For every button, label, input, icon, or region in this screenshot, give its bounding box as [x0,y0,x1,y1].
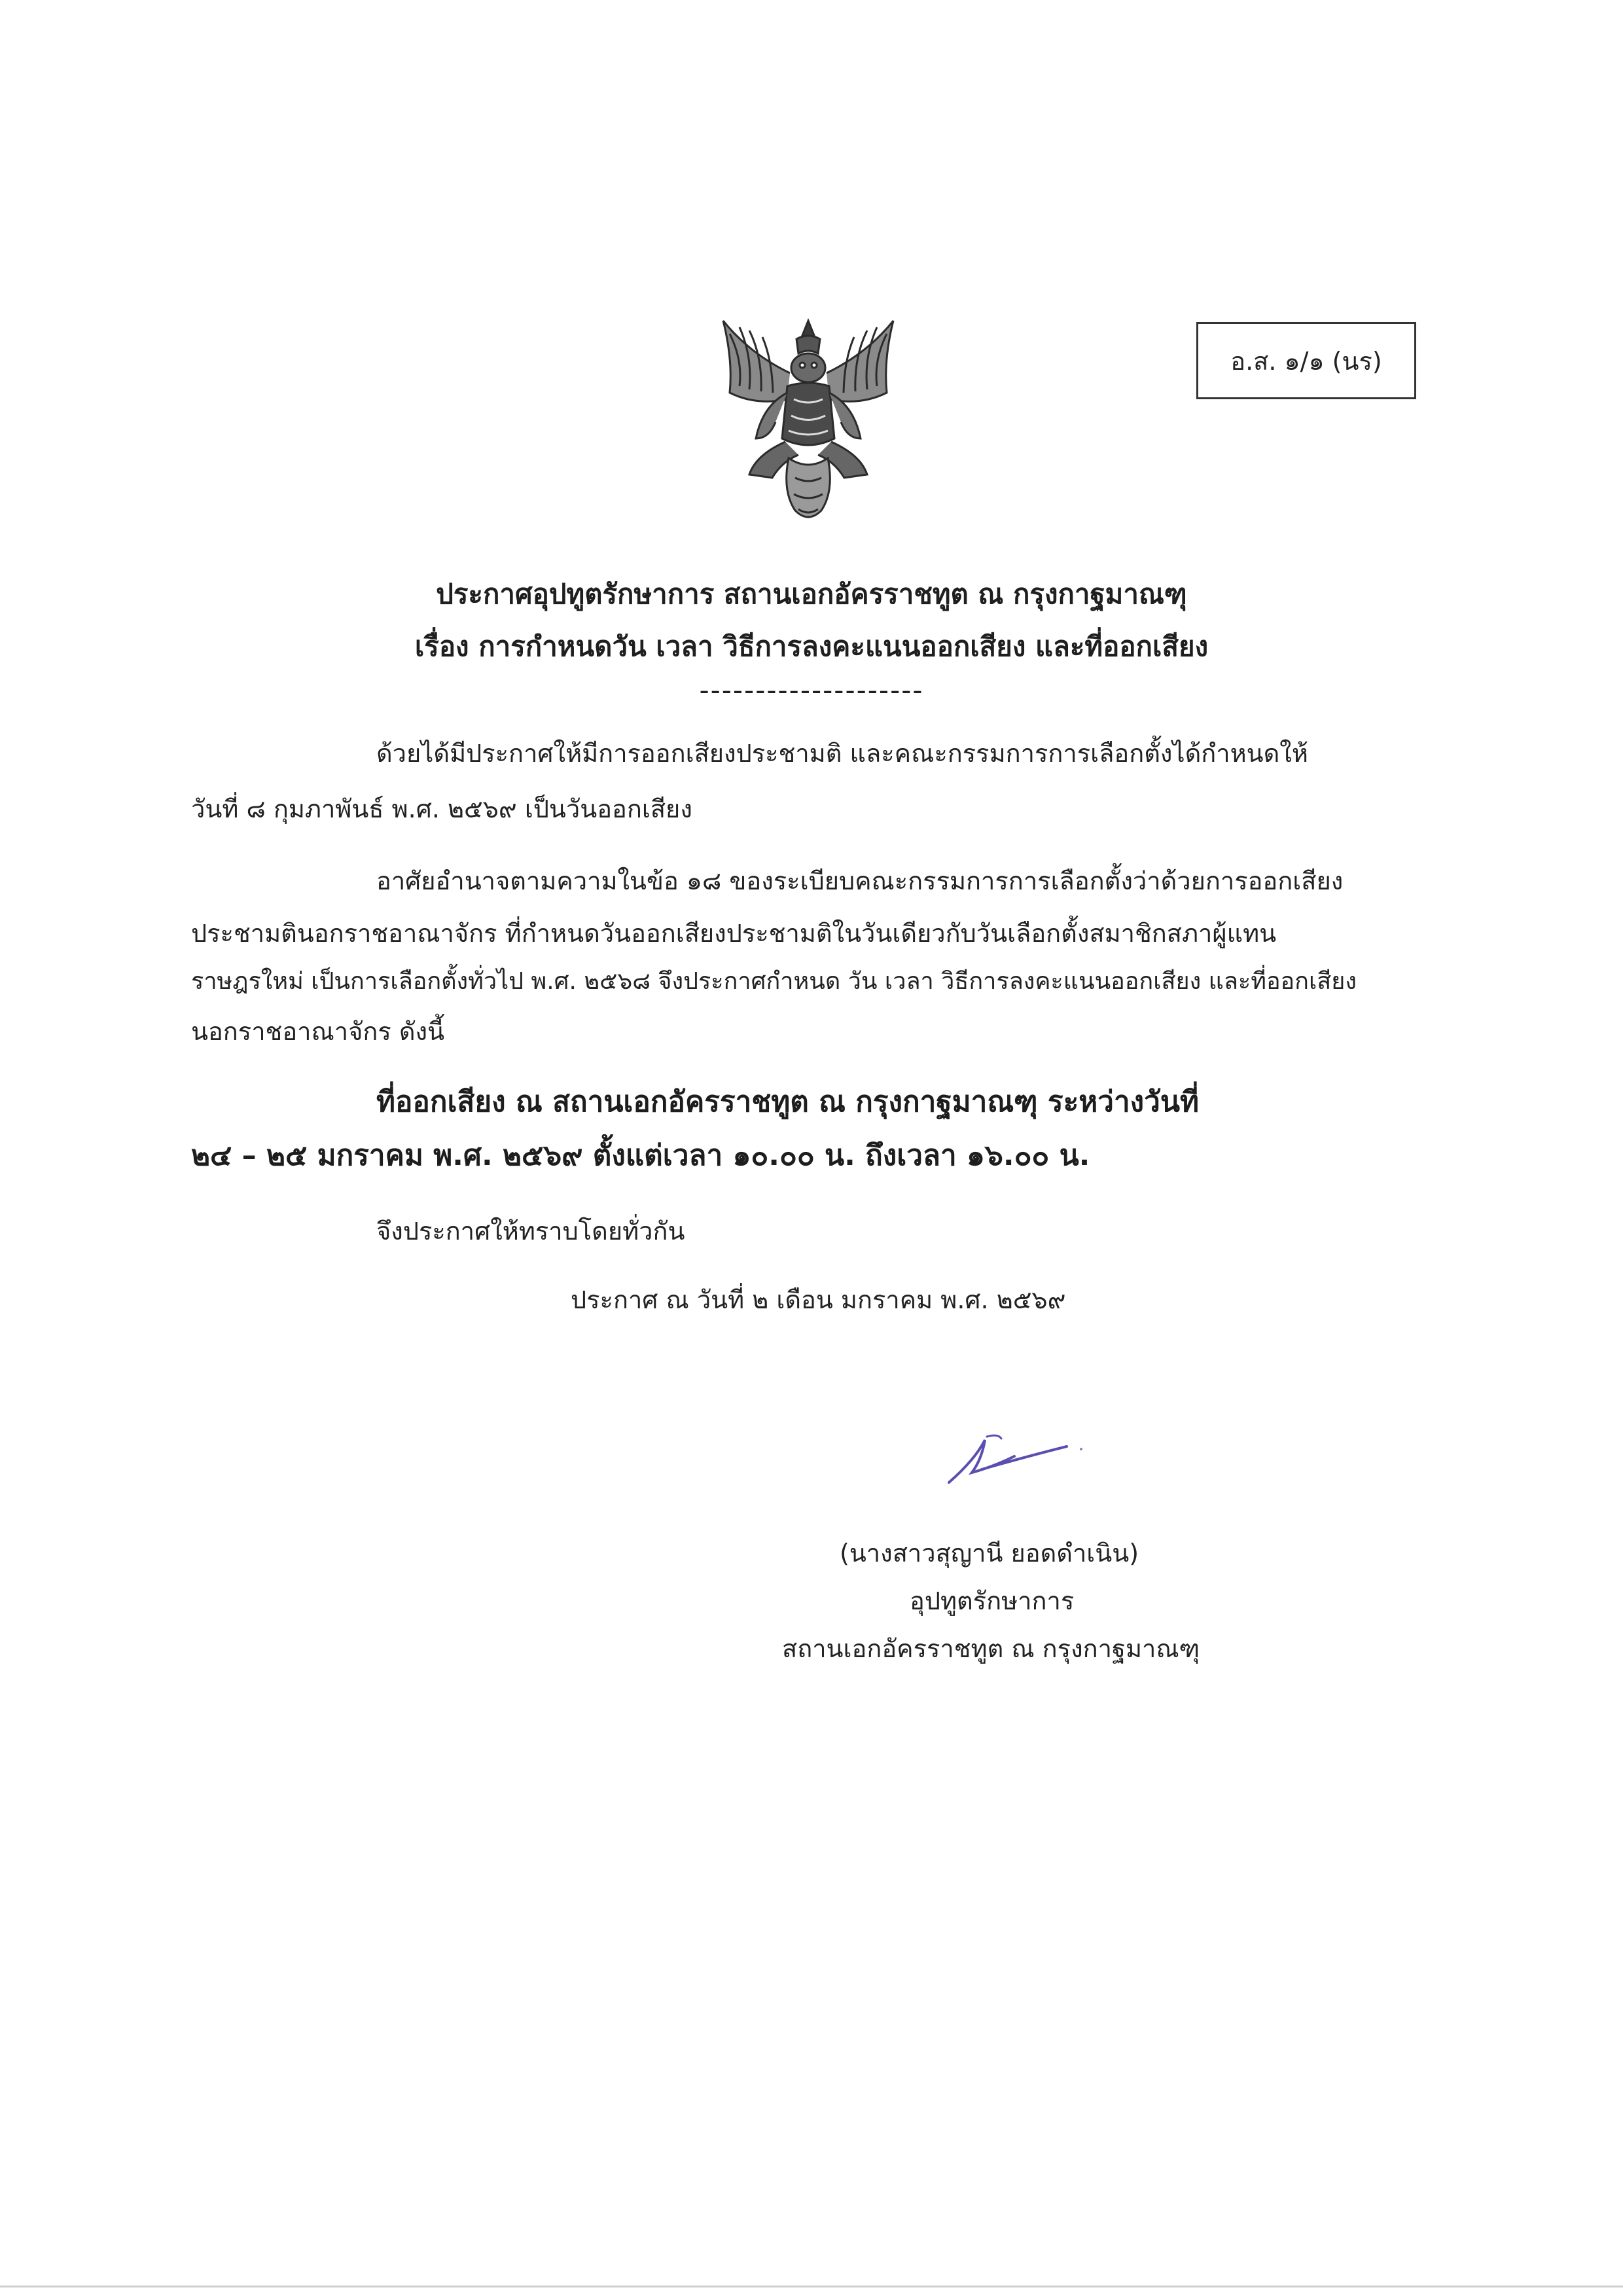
paragraph2-line1: อาศัยอำนาจตามความในข้อ ๑๘ ของระเบียบคณะกรรมการการเลือกตั้งว่าด้วยการออกเสียง [376,867,1344,895]
form-code-text: อ.ส. ๑/๑ (นร) [1230,346,1382,376]
paragraph1-line1: ด้วยได้มีประกาศให้มีการออกเสียงประชามติ และคณะกรรมการการเลือกตั้งได้กำหนดให้ [376,739,1308,768]
signatory-office: สถานเอกอัครราชทูต ณ กรุงกาฐมาณฑุ [782,1634,1200,1663]
closing-statement: จึงประกาศให้ทราบโดยทั่วกัน [376,1217,685,1246]
announcement-title: ประกาศอุปทูตรักษาการ สถานเอกอัครราชทูต ณ กรุงกาฐมาณฑุ [436,578,1187,610]
announcement-subject: เรื่อง การกำหนดวัน เวลา วิธีการลงคะแนนออกเสียง และที่ออกเสียง [414,630,1209,662]
form-code-box [1196,322,1416,399]
paragraph2-line2: ประชามตินอกราชอาณาจักร ที่กำหนดวันออกเสียงประชามติในวันเดียวกับวันเลือกตั้งสมาชิกสภาผู้แทน [191,919,1277,948]
paragraph2-line4: นอกราชอาณาจักร ดังนี้ [191,1017,445,1046]
title-separator: -------------------- [699,674,924,706]
announcement-date: ประกาศ ณ วันที่ ๒ เดือน มกราคม พ.ศ. ๒๕๖๙ [571,1285,1066,1314]
page-bottom-edge [0,2286,1623,2287]
handwritten-signature-icon [936,1420,1093,1492]
garuda-emblem-icon [710,308,906,530]
voting-period-line: ๒๔ – ๒๕ มกราคม พ.ศ. ๒๕๖๙ ตั้งแต่เวลา ๑๐.๐๐ น. ถึงเวลา ๑๖.๐๐ น. [191,1139,1090,1172]
paragraph1-line2: วันที่ ๘ กุมภาพันธ์ พ.ศ. ๒๕๖๙ เป็นวันออกเสียง [191,795,692,823]
paragraph2-line3: ราษฎรใหม่ เป็นการเลือกตั้งทั่วไป พ.ศ. ๒๕๖๘ จึงประกาศกำหนด วัน เวลา วิธีการลงคะแนนออกเสียง และที่ออกเสียง [191,968,1357,995]
signatory-name: (นางสาวสุญานี ยอดดำเนิน) [840,1539,1139,1568]
signatory-position: อุปทูตรักษาการ [910,1587,1075,1615]
voting-location-line: ที่ออกเสียง ณ สถานเอกอัครราชทูต ณ กรุงกาฐมาณฑุ ระหว่างวันที่ [376,1085,1199,1119]
